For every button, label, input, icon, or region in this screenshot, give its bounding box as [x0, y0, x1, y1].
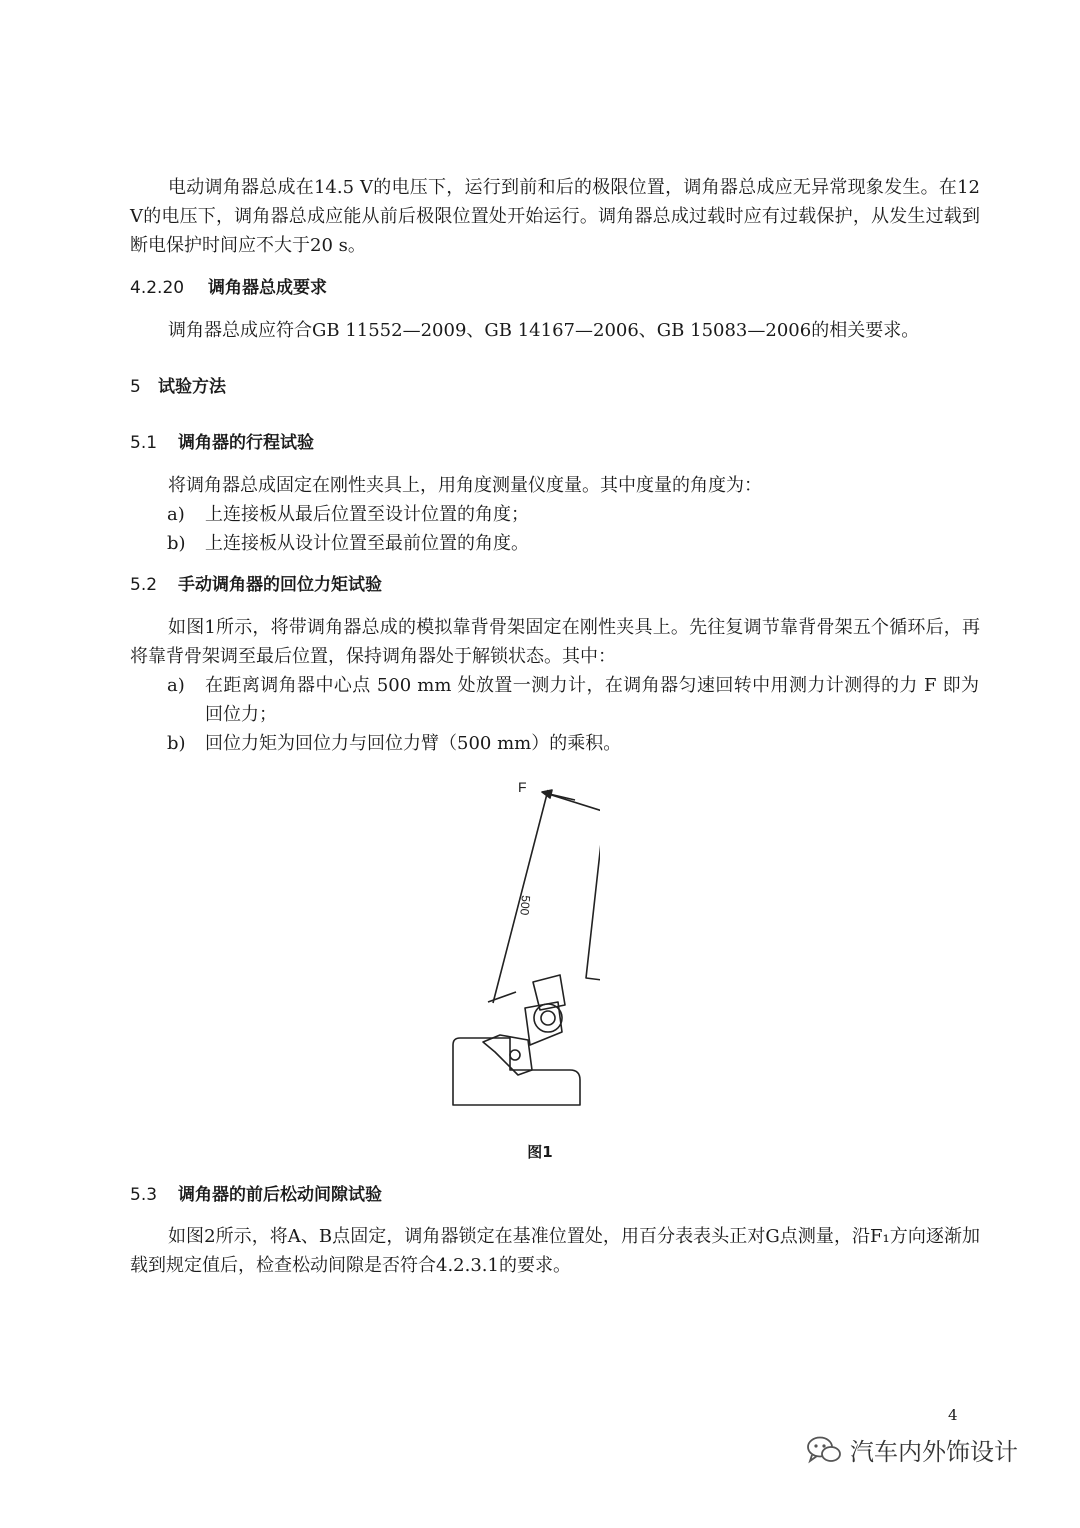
figure-caption: 图1	[527, 1143, 553, 1161]
fixture-base	[453, 1038, 580, 1105]
force-label: F	[518, 779, 527, 795]
paragraph-clearance-test: 如图2所示，将A、B点固定，调角器锁定在基准位置处，用百分表表头正对G点测量，沿F₁方向逐渐加载到规定值后，检查松动间隙是否符合4.2.3.1的要求。	[130, 1226, 980, 1276]
paragraph-travel-test: 将调角器总成固定在刚性夹具上，用角度测量仪度量。其中度量的角度为：	[168, 475, 762, 496]
list-item	[167, 529, 979, 558]
paragraph-standards: 调角器总成应符合GB 11552—2009、GB 14167—2006、GB 15083—2006的相关要求。	[168, 320, 920, 341]
paragraph-electric-recliner: 电动调角器总成在14.5 V的电压下，运行到前和后的极限位置，调角器总成应无异常现象发生。在12 V的电压下，调角器总成应能从前后极限位置处开始运行。调角器总成过载时应有过载保护，从发生过载到断电保护时间应不大于20 s。	[130, 177, 980, 256]
section-title: 调角器的前后松动间隙试验	[178, 1185, 382, 1205]
list-marker: a)	[167, 675, 185, 696]
section-heading-5-1	[130, 431, 314, 455]
wechat-icon	[806, 1435, 842, 1465]
section-number: 5	[130, 377, 141, 397]
paragraph-return-torque: 如图1所示，将带调角器总成的模拟靠背骨架固定在刚性夹具上。先往复调节靠背骨架五个循环后，再将靠背骨架调至最后位置，保持调角器处于解锁状态。其中：	[130, 617, 980, 667]
list-text: 在距离调角器中心点 500 mm 处放置一测力计，在调角器匀速回转中用测力计测得的力 F 即为回位力；	[205, 675, 979, 725]
section-heading-5	[130, 375, 226, 399]
section-heading-5-2	[130, 573, 382, 597]
watermark	[806, 1432, 1018, 1467]
list-marker: b)	[167, 533, 186, 554]
section-heading-5-3	[130, 1183, 382, 1207]
section-number: 5.1	[130, 433, 158, 453]
section-title: 调角器的行程试验	[178, 433, 314, 453]
release-lever	[483, 1035, 532, 1075]
section-title: 手动调角器的回位力矩试验	[178, 575, 382, 595]
section-title: 试验方法	[158, 377, 226, 397]
dimension-label: 500	[517, 894, 533, 916]
section-title: 调角器总成要求	[208, 278, 327, 298]
list-item	[167, 500, 979, 529]
page-number: 4	[948, 1406, 958, 1424]
list-marker: a)	[167, 504, 185, 525]
list-item	[167, 729, 979, 758]
section-number: 5.3	[130, 1185, 158, 1205]
backrest-tube	[586, 798, 600, 980]
section-number: 5.2	[130, 575, 158, 595]
list-text: 回位力矩为回位力与回位力臂（500 mm）的乘积。	[205, 733, 622, 754]
list-item	[167, 671, 979, 729]
list-text: 上连接板从设计位置至最前位置的角度。	[205, 533, 529, 554]
list-text: 上连接板从最后位置至设计位置的角度；	[205, 504, 529, 525]
section-heading-4-2-20	[130, 276, 327, 300]
recliner-test-figure	[440, 770, 600, 1115]
section-number: 4.2.20	[130, 278, 185, 298]
list-marker: b)	[167, 733, 186, 754]
watermark-text: 汽车内外饰设计	[850, 1438, 1018, 1466]
